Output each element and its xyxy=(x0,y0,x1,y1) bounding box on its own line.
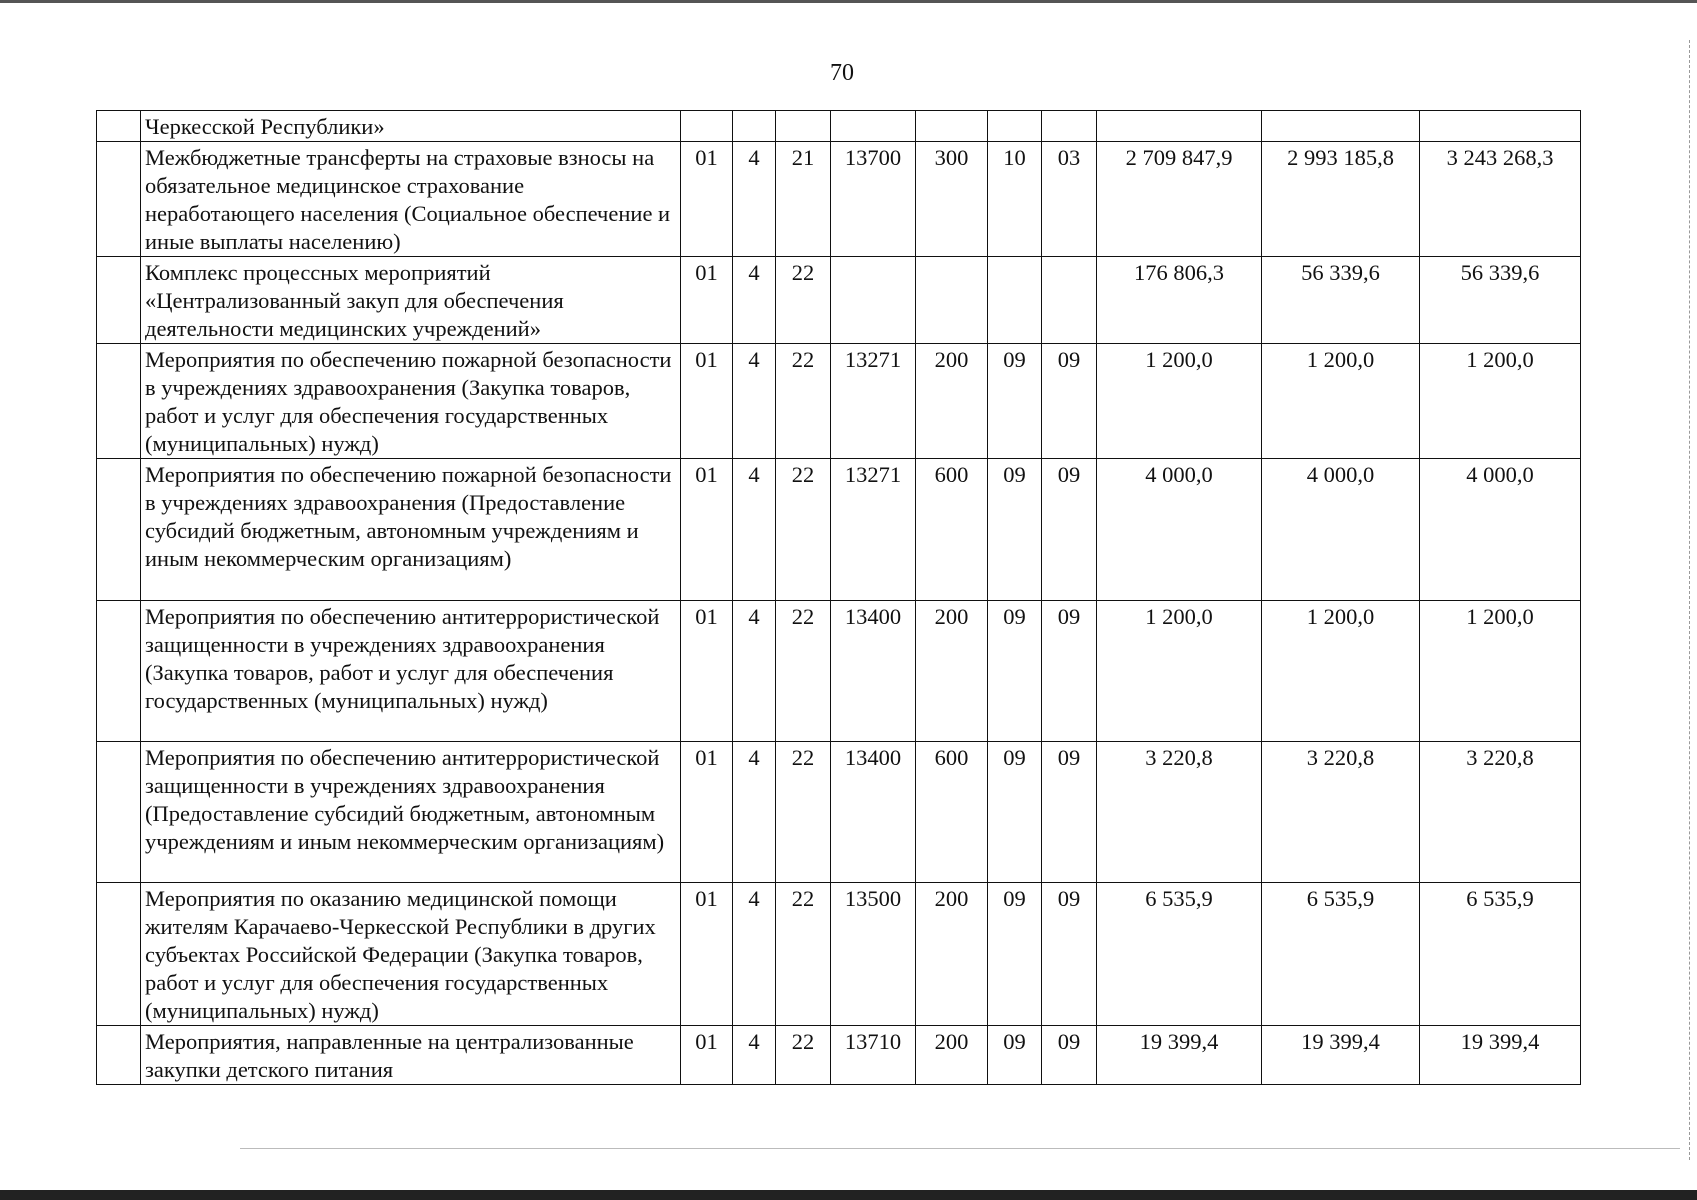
code-cell-7: 09 xyxy=(1042,459,1097,601)
code-cell-1: 01 xyxy=(681,257,733,344)
row-name-cell: Черкесской Республики» xyxy=(141,111,681,142)
row-name-cell: Мероприятия по обеспечению антитеррористической защищенности в учреждениях здравоохранения (Закупка товаров, работ и услуг для обеспечения государственных (муниципальных) нужд) xyxy=(141,601,681,742)
amount-cell-1: 3 220,8 xyxy=(1097,742,1262,883)
amount-cell-1: 19 399,4 xyxy=(1097,1026,1262,1085)
code-cell-3: 21 xyxy=(776,142,831,257)
row-name-cell: Мероприятия по обеспечению антитеррористической защищенности в учреждениях здравоохранения (Предоставление субсидий бюджетным, автономным учреждениям и иным некоммерческим организациям) xyxy=(141,742,681,883)
code-cell-1: 01 xyxy=(681,601,733,742)
code-cell-3: 22 xyxy=(776,344,831,459)
code-cell-3: 22 xyxy=(776,883,831,1026)
code-cell-6: 09 xyxy=(988,883,1042,1026)
table-row xyxy=(97,1026,1581,1085)
amount-cell-1: 176 806,3 xyxy=(1097,257,1262,344)
row-marker-cell xyxy=(97,257,141,344)
row-marker-cell xyxy=(97,883,141,1026)
code-cell xyxy=(733,111,776,142)
code-cell-6: 09 xyxy=(988,742,1042,883)
row-marker-cell xyxy=(97,111,141,142)
code-cell-1: 01 xyxy=(681,344,733,459)
code-cell-4: 13271 xyxy=(831,344,916,459)
row-marker-cell xyxy=(97,1026,141,1085)
code-cell-1: 01 xyxy=(681,1026,733,1085)
table-row xyxy=(97,142,1581,257)
code-cell-5: 200 xyxy=(916,1026,988,1085)
budget-table xyxy=(96,110,1581,1085)
amount-cell xyxy=(1420,111,1581,142)
row-marker-cell xyxy=(97,601,141,742)
amount-cell-1: 2 709 847,9 xyxy=(1097,142,1262,257)
code-cell-7: 09 xyxy=(1042,742,1097,883)
code-cell-4: 13400 xyxy=(831,742,916,883)
amount-cell-1: 1 200,0 xyxy=(1097,344,1262,459)
scan-rule-bottom xyxy=(240,1148,1680,1149)
code-cell-2: 4 xyxy=(733,459,776,601)
code-cell-4: 13710 xyxy=(831,1026,916,1085)
amount-cell-2: 3 220,8 xyxy=(1262,742,1420,883)
row-name-cell: Мероприятия, направленные на централизованные закупки детского питания xyxy=(141,1026,681,1085)
code-cell-7: 03 xyxy=(1042,142,1097,257)
amount-cell xyxy=(1097,111,1262,142)
row-marker-cell xyxy=(97,459,141,601)
code-cell-1: 01 xyxy=(681,459,733,601)
code-cell-3: 22 xyxy=(776,459,831,601)
row-name-cell: Межбюджетные трансферты на страховые взносы на обязательное медицинское страхование неработающего населения (Социальное обеспечение и иные выплаты населению) xyxy=(141,142,681,257)
amount-cell-3: 3 220,8 xyxy=(1420,742,1581,883)
scan-edge-bottom xyxy=(0,1190,1697,1200)
amount-cell-3: 1 200,0 xyxy=(1420,344,1581,459)
code-cell xyxy=(681,111,733,142)
code-cell-4: 13500 xyxy=(831,883,916,1026)
amount-cell-2: 1 200,0 xyxy=(1262,601,1420,742)
code-cell-6: 09 xyxy=(988,344,1042,459)
amount-cell-2: 19 399,4 xyxy=(1262,1026,1420,1085)
amount-cell-2: 6 535,9 xyxy=(1262,883,1420,1026)
code-cell-5: 600 xyxy=(916,459,988,601)
code-cell-2: 4 xyxy=(733,344,776,459)
code-cell-3: 22 xyxy=(776,742,831,883)
table-row xyxy=(97,601,1581,742)
code-cell-5: 200 xyxy=(916,344,988,459)
code-cell-2: 4 xyxy=(733,883,776,1026)
code-cell-7: 09 xyxy=(1042,883,1097,1026)
code-cell-6: 09 xyxy=(988,601,1042,742)
code-cell-7: 09 xyxy=(1042,344,1097,459)
code-cell-5: 200 xyxy=(916,883,988,1026)
table-row xyxy=(97,883,1581,1026)
table-row xyxy=(97,257,1581,344)
table-row xyxy=(97,742,1581,883)
code-cell-2: 4 xyxy=(733,742,776,883)
amount-cell-3: 6 535,9 xyxy=(1420,883,1581,1026)
code-cell-4: 13400 xyxy=(831,601,916,742)
code-cell-6: 10 xyxy=(988,142,1042,257)
row-marker-cell xyxy=(97,742,141,883)
code-cell-7: 09 xyxy=(1042,1026,1097,1085)
code-cell-6 xyxy=(988,257,1042,344)
amount-cell xyxy=(1262,111,1420,142)
code-cell-6: 09 xyxy=(988,1026,1042,1085)
code-cell-1: 01 xyxy=(681,742,733,883)
code-cell-7 xyxy=(1042,257,1097,344)
code-cell-2: 4 xyxy=(733,601,776,742)
code-cell-3: 22 xyxy=(776,601,831,742)
code-cell-5 xyxy=(916,257,988,344)
row-marker-cell xyxy=(97,142,141,257)
amount-cell-1: 4 000,0 xyxy=(1097,459,1262,601)
scan-edge-top xyxy=(0,0,1697,3)
code-cell-3: 22 xyxy=(776,257,831,344)
amount-cell-3: 56 339,6 xyxy=(1420,257,1581,344)
amount-cell-1: 1 200,0 xyxy=(1097,601,1262,742)
code-cell xyxy=(988,111,1042,142)
code-cell-4: 13271 xyxy=(831,459,916,601)
code-cell-1: 01 xyxy=(681,883,733,1026)
amount-cell-3: 1 200,0 xyxy=(1420,601,1581,742)
row-name-cell: Комплекс процессных мероприятий «Централизованный закуп для обеспечения деятельности медицинских учреждений» xyxy=(141,257,681,344)
amount-cell-3: 4 000,0 xyxy=(1420,459,1581,601)
amount-cell-2: 1 200,0 xyxy=(1262,344,1420,459)
page-number: 70 xyxy=(830,60,854,86)
code-cell xyxy=(916,111,988,142)
code-cell-5: 300 xyxy=(916,142,988,257)
code-cell-5: 200 xyxy=(916,601,988,742)
amount-cell-2: 56 339,6 xyxy=(1262,257,1420,344)
amount-cell-2: 2 993 185,8 xyxy=(1262,142,1420,257)
code-cell-2: 4 xyxy=(733,257,776,344)
amount-cell-2: 4 000,0 xyxy=(1262,459,1420,601)
row-name-cell: Мероприятия по обеспечению пожарной безопасности в учреждениях здравоохранения (Предоставление субсидий бюджетным, автономным учреждениям и иным некоммерческим организациям) xyxy=(141,459,681,601)
row-name-cell: Мероприятия по оказанию медицинской помощи жителям Карачаево-Черкесской Республики в других субъектах Российской Федерации (Закупка товаров, работ и услуг для обеспечения государственных (муниципальных) нужд) xyxy=(141,883,681,1026)
code-cell-2: 4 xyxy=(733,1026,776,1085)
table-row xyxy=(97,344,1581,459)
code-cell-1: 01 xyxy=(681,142,733,257)
code-cell-4 xyxy=(831,257,916,344)
code-cell-3: 22 xyxy=(776,1026,831,1085)
amount-cell-3: 3 243 268,3 xyxy=(1420,142,1581,257)
code-cell-5: 600 xyxy=(916,742,988,883)
row-marker-cell xyxy=(97,344,141,459)
code-cell-4: 13700 xyxy=(831,142,916,257)
code-cell-2: 4 xyxy=(733,142,776,257)
scan-edge-right xyxy=(1689,40,1691,1160)
table-row xyxy=(97,459,1581,601)
code-cell xyxy=(1042,111,1097,142)
code-cell-6: 09 xyxy=(988,459,1042,601)
amount-cell-3: 19 399,4 xyxy=(1420,1026,1581,1085)
code-cell-7: 09 xyxy=(1042,601,1097,742)
amount-cell-1: 6 535,9 xyxy=(1097,883,1262,1026)
code-cell xyxy=(776,111,831,142)
code-cell xyxy=(831,111,916,142)
row-name-cell: Мероприятия по обеспечению пожарной безопасности в учреждениях здравоохранения (Закупка товаров, работ и услуг для обеспечения государственных (муниципальных) нужд) xyxy=(141,344,681,459)
table-row-continuation xyxy=(97,111,1581,142)
